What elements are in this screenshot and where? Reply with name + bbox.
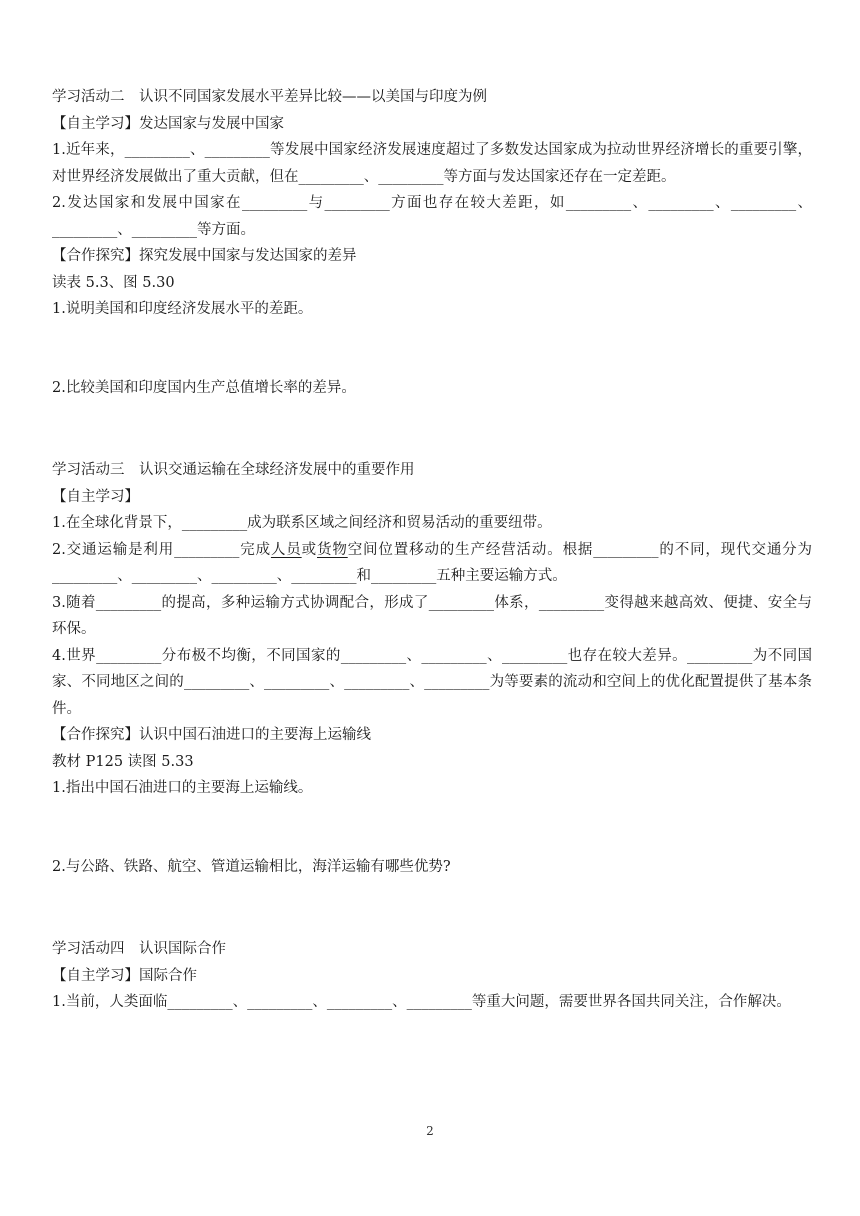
activity3-question-2 bbox=[52, 537, 812, 590]
activity2-coop-heading: 【合作探究】探究发展中国家与发达国家的差异 bbox=[52, 248, 357, 264]
answer-space bbox=[52, 323, 812, 375]
activity4-question-1: 1.当前，人类面临_________、_________、_________、_________等重大问题，需要世界各国共同关注，合作解决。 bbox=[52, 994, 791, 1010]
activity3-title: 学习活动三 认识交通运输在全球经济发展中的重要作用 bbox=[52, 462, 415, 478]
activity4-self-study-heading: 【自主学习】国际合作 bbox=[52, 967, 197, 984]
activity2-question-2: 2.发达国家和发展中国家在_________与_________方面也存在较大差距，如_________、_________、_________、_________、_________等方面。 bbox=[52, 195, 812, 238]
activity2-coop-question-2: 2.比较美国和印度国内生产总值增长率的差异。 bbox=[52, 379, 356, 396]
q2-or: 或 bbox=[301, 541, 317, 558]
activity3-coop-heading: 【合作探究】认识中国石油进口的主要海上运输线 bbox=[52, 727, 371, 743]
underlined-goods: 货物 bbox=[317, 541, 348, 558]
activity4-title: 学习活动四 认识国际合作 bbox=[52, 941, 226, 957]
q2-part-a: 2.交通运输是利用_________完成 bbox=[52, 541, 271, 558]
activity3-coop-question-2: 2.与公路、铁路、航空、管道运输相比，海洋运输有哪些优势? bbox=[52, 858, 451, 875]
activity3-question-1: 1.在全球化背景下，_________成为联系区域之间经济和贸易活动的重要纽带。 bbox=[52, 515, 552, 531]
page-number: 2 bbox=[426, 1124, 434, 1138]
activity2-question-1: 1.近年来，_________、_________等发展中国家经济发展速度超过了多数发达国家成为拉动世界经济增长的重要引擎，对世界经济发展做出了重大贡献，但在_________、_________等方面与发达国家还存在一定差距。 bbox=[52, 142, 812, 185]
q2-part-b: 空间位置移动的生产经营活动。根据_________的不同，现代交通分为_________、_________、_________、_________和_________五种主要运输方式。 bbox=[52, 541, 813, 584]
answer-space bbox=[52, 401, 812, 457]
activity3-coop-question-1: 1.指出中国石油进口的主要海上运输线。 bbox=[52, 780, 313, 796]
answer-space bbox=[52, 880, 812, 936]
underlined-people: 人员 bbox=[270, 541, 302, 558]
activity2-self-study-heading: 【自主学习】发达国家与发展中国家 bbox=[52, 115, 284, 132]
activity3-self-study-heading: 【自主学习】 bbox=[52, 488, 139, 505]
activity3-question-3: 3.随着_________的提高，多种运输方式协调配合，形成了_________体系，_________变得越来越高效、便捷、安全与环保。 bbox=[52, 594, 812, 637]
activity2-reading-ref: 读表 5.3、图 5.30 bbox=[52, 274, 175, 291]
activity2-coop-question-1: 1.说明美国和印度经济发展水平的差距。 bbox=[52, 301, 313, 317]
answer-space bbox=[52, 802, 812, 854]
activity3-reading-ref: 教材 P125 读图 5.33 bbox=[52, 753, 194, 770]
worksheet-page bbox=[52, 84, 812, 1016]
activity2-title: 学习活动二 认识不同国家发展水平差异比较——以美国与印度为例 bbox=[52, 89, 487, 105]
activity3-question-4: 4.世界_________分布极不均衡，不同国家的_________、_________、_________也存在较大差异。_________为不同国家、不同地区之间的_________、_________、_________、_________为等要素的流动和空间上的优化配置提供了基本条件。 bbox=[52, 647, 812, 717]
